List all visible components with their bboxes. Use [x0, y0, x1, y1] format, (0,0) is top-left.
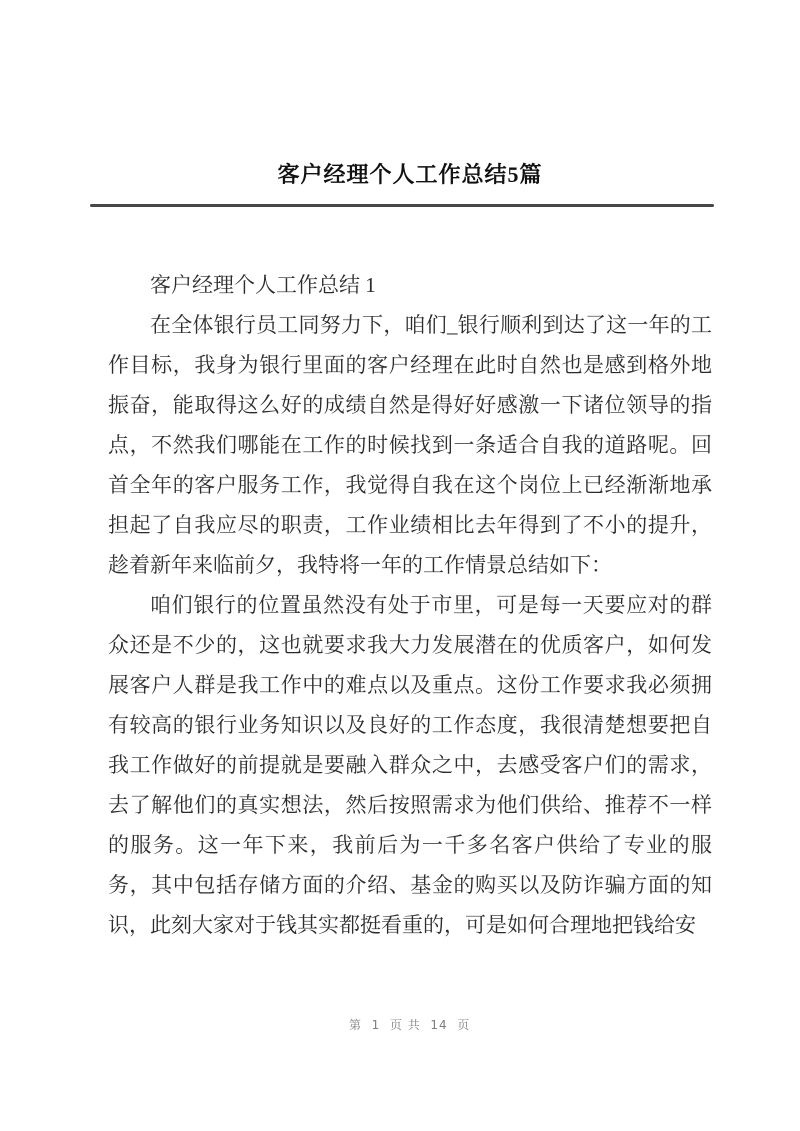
paragraph-2: 咱们银行的位置虽然没有处于市里，可是每一天要应对的群众还是不少的，这也就要求我大力发展潜在的优质客户，如何发展客户人群是我工作中的难点以及重点。这份工作要求我必须拥有较高的银行业务知识以及良好的工作态度，我很清楚想要把自我工作做好的前提就是要融入群众之中，去感受客户们的需求，去了解他们的真实想法，然后按照需求为他们供给、推荐不一样的服务。这一年下来，我前后为一千多名客户供给了专业的服务，其中包括存储方面的介绍、基金的购买以及防诈骗方面的知识，此刻大家对于钱其实都挺看重的，可是如何合理地把钱给安 [108, 593, 712, 937]
page-footer [0, 1002, 800, 1047]
page-number-text: 第 1 页 共 14 页 [349, 1018, 471, 1032]
document-body [108, 265, 712, 945]
paragraph-1: 在全体银行员工同努力下，咱们_银行顺利到达了这一年的工作目标，我身为银行里面的客户经理在此时自然也是感到格外地振奋，能取得这么好的成绩自然是得好好感激一下诸位领导的指点，不然我们哪能在工作的时候找到一条适合自我的道路呢。回首全年的客户服务工作，我觉得自我在这个岗位上已经渐渐地承担起了自我应尽的职责，工作业绩相比去年得到了不小的提升，趁着新年来临前夕，我特将一年的工作情景总结如下： [108, 313, 712, 577]
document-title: 客户经理个人工作总结5篇 [277, 162, 543, 187]
section-heading: 客户经理个人工作总结 1 [150, 273, 376, 297]
title-divider [90, 204, 714, 207]
